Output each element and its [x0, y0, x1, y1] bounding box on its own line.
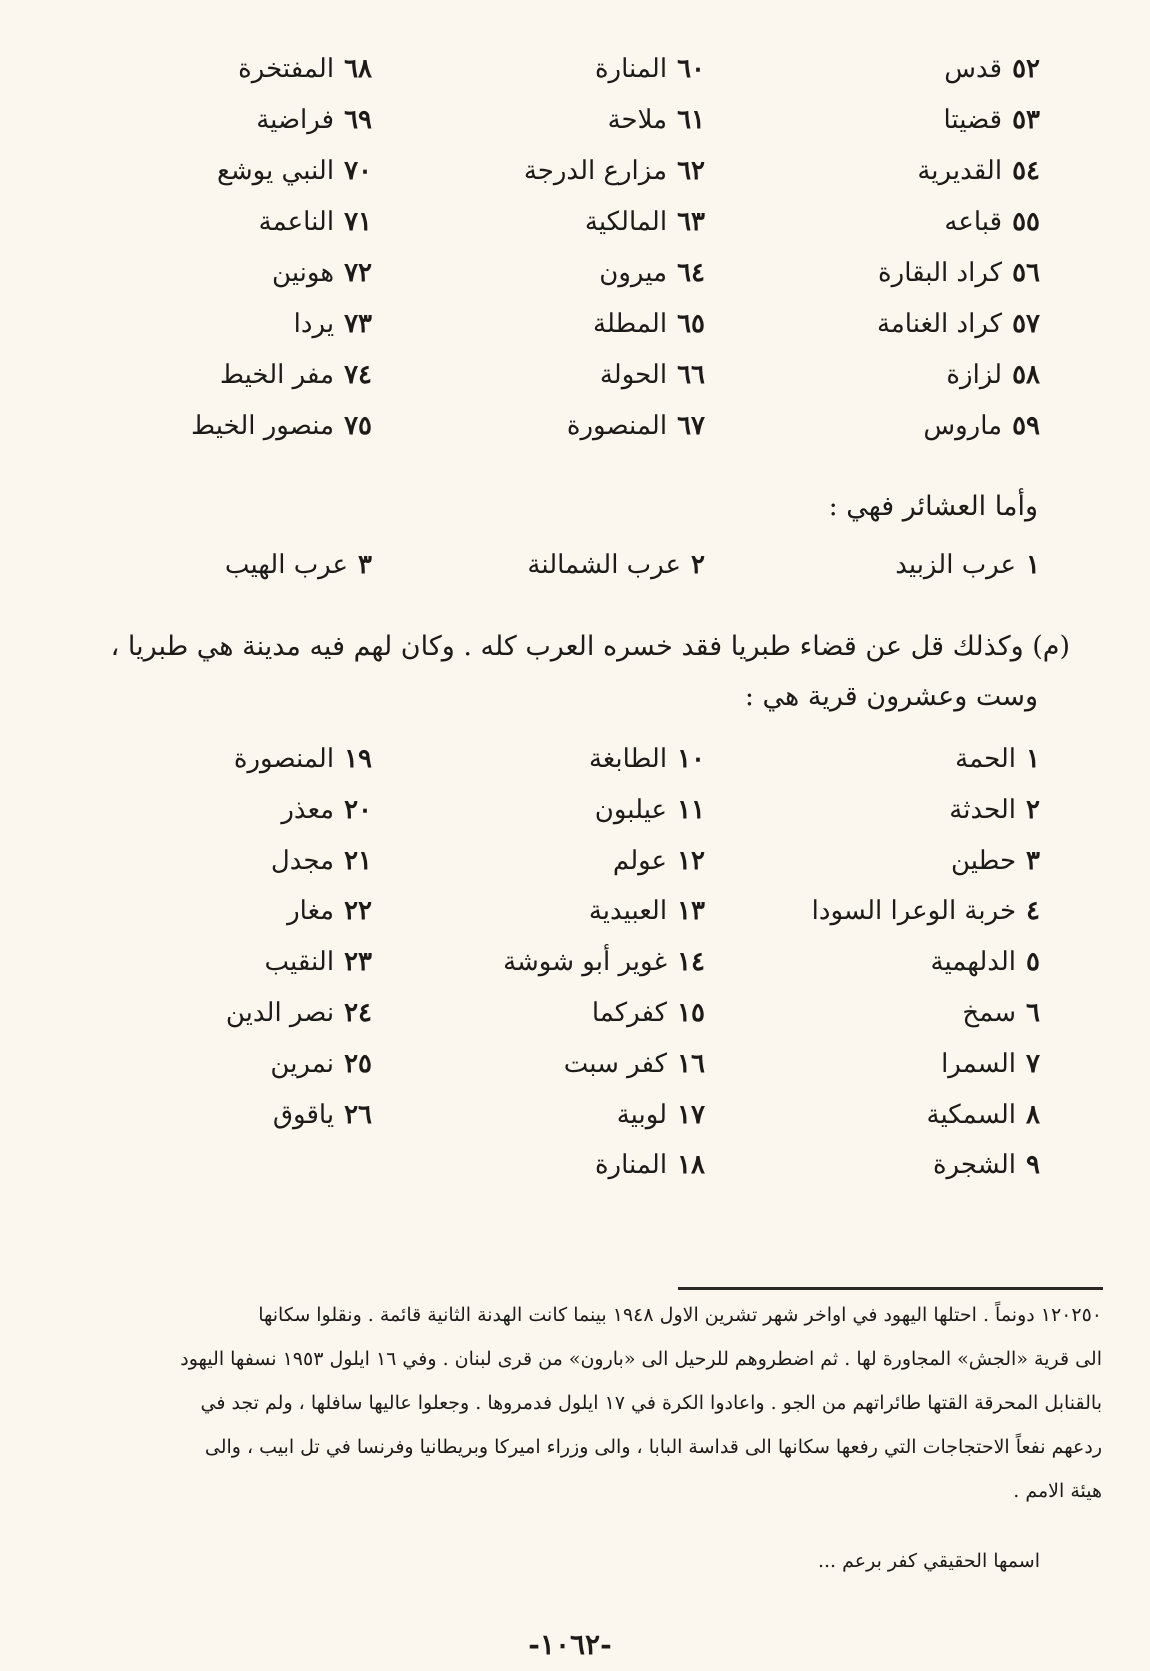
item-number: ٦٤ [677, 258, 705, 288]
list-item [256, 103, 372, 137]
item-name: كفركما [591, 998, 668, 1028]
list-item [917, 154, 1040, 188]
list1-col-right [780, 52, 1040, 472]
item-number: ٢٢ [344, 896, 372, 927]
item-name: النبي يوشع [216, 156, 335, 186]
item-number: ٦٧ [677, 411, 705, 441]
item-name: الحولة [599, 360, 668, 390]
item-name: العبيدية [588, 896, 668, 927]
list2-col-left [72, 742, 372, 1212]
item-name: السمكية [926, 1099, 1017, 1130]
item-number: ٥٦ [1012, 258, 1040, 288]
item-name: المنارة [594, 54, 668, 84]
item-name: الناعمة [258, 207, 335, 237]
item-name: عرب الهيب [224, 550, 349, 580]
tribe-item [527, 548, 705, 582]
list-item [600, 358, 705, 392]
item-name: معذر [281, 794, 335, 825]
item-number: ١٨ [677, 1150, 705, 1181]
footnote-rule [678, 1287, 1103, 1290]
section-m-line2: وست وعشرون قرية هي : [744, 681, 1038, 712]
list-item [585, 205, 705, 239]
section-m-line1: (م) وكذلك قل عن قضاء طبريا فقد خسره العرب كله . وكان لهم فيه مدينة هي طبريا ، [110, 631, 1070, 662]
item-number: ٥ [1026, 947, 1040, 978]
item-name: مفر الخيط [219, 360, 335, 390]
list-item [265, 945, 372, 979]
item-number: ٢ [691, 550, 705, 580]
list-item [877, 307, 1040, 341]
list-item [272, 256, 372, 290]
list-item [608, 103, 705, 137]
list-item [503, 945, 705, 979]
item-number: ٢٠ [344, 794, 372, 825]
item-name: لزازة [946, 360, 1003, 390]
item-name: السمرا [941, 1048, 1017, 1079]
item-name: المنارة [594, 1150, 668, 1181]
footnote-line: ١٢٠٢٥٠ دونماً . احتلها اليهود في اواخر شهر تشرين الاول ١٩٤٨ بينما كانت الهدنة الثانية قائمة . ونقلوا سكانها [258, 1304, 1102, 1326]
list-item [946, 358, 1040, 392]
list-item [923, 409, 1040, 443]
list-item [927, 1098, 1040, 1132]
item-name: عرب الزبيد [895, 550, 1017, 580]
item-name: الشجرة [932, 1150, 1017, 1181]
item-name: مجدل [270, 845, 335, 876]
item-number: ٣ [358, 550, 372, 580]
item-name: مزارع الدرجة [523, 156, 668, 186]
item-number: ١ [1026, 744, 1040, 774]
list-item [962, 996, 1040, 1030]
tribe-item [895, 548, 1040, 582]
item-name: عرب الشمالنة [527, 550, 682, 580]
item-name: عيلبون [594, 794, 668, 825]
item-number: ١٦ [677, 1048, 705, 1079]
item-name: الحدثة [949, 794, 1017, 825]
item-number: ٥٧ [1012, 309, 1040, 339]
item-name: المالكية [584, 207, 668, 237]
item-name: القديرية [917, 156, 1003, 186]
item-number: ٣ [1026, 845, 1040, 876]
item-name: قباعه [944, 207, 1003, 237]
footnote-line: الى قرية «الجش» المجاورة لها . ثم اضطروهم للرحيل الى «بارون» من قرى لبنان . وفي ١٦ ايلول ١٩٥٣ نسفها اليهود [180, 1348, 1102, 1370]
list-item [592, 996, 705, 1030]
item-name: نصر الدين [225, 998, 335, 1028]
list-item [234, 742, 372, 776]
item-number: ٦٨ [344, 54, 372, 84]
item-number: ١٥ [677, 998, 705, 1028]
item-number: ٥٢ [1012, 54, 1040, 84]
list-item [524, 154, 705, 188]
item-number: ١٩ [344, 744, 372, 774]
item-number: ٧٤ [344, 360, 372, 390]
item-number: ٦١ [677, 105, 705, 135]
list-item [273, 1098, 372, 1132]
item-number: ٦ [1026, 998, 1040, 1028]
item-name: نمرين [270, 1048, 335, 1079]
item-number: ٧١ [344, 207, 372, 237]
item-number: ٢٤ [344, 998, 372, 1028]
item-name: قضيتا [943, 105, 1003, 135]
list-item [226, 996, 372, 1030]
item-number: ٧٢ [344, 258, 372, 288]
item-number: ٢٥ [344, 1048, 372, 1079]
item-name: المنصورة [566, 411, 668, 441]
item-name: لوبية [616, 1099, 668, 1130]
list-item [589, 894, 705, 928]
item-name: النقيب [264, 947, 335, 978]
item-name: فراضية [256, 105, 335, 135]
list-item [931, 945, 1040, 979]
item-number: ٧٥ [344, 411, 372, 441]
item-name: ياقوق [272, 1099, 335, 1130]
item-number: ٢ [1026, 794, 1040, 825]
list-item [933, 1148, 1040, 1182]
list-item [878, 256, 1040, 290]
list-item [220, 358, 372, 392]
item-name: ميرون [599, 258, 668, 288]
list-item [294, 307, 372, 341]
item-name: الطابغة [588, 744, 668, 774]
item-name: هونين [272, 258, 335, 288]
item-name: ماروس [923, 411, 1003, 441]
item-number: ٦٦ [677, 360, 705, 390]
item-name: المنصورة [233, 744, 335, 774]
item-name: المطلة [593, 309, 668, 339]
list-item [812, 894, 1040, 928]
tribes-heading: وأما العشائر فهي : [828, 491, 1038, 522]
item-number: ١٤ [677, 947, 705, 978]
list-item [595, 1148, 705, 1182]
item-name: ملاحة [607, 105, 668, 135]
item-number: ١ [1026, 550, 1040, 580]
item-number: ١٧ [677, 1099, 705, 1130]
item-number: ٥٩ [1012, 411, 1040, 441]
list2-col-middle [385, 742, 705, 1212]
list-item [595, 52, 705, 86]
item-name: كراد الغنامة [876, 309, 1003, 339]
list-item [217, 154, 372, 188]
list-item [567, 409, 705, 443]
item-number: ٧٠ [344, 156, 372, 186]
list-item [191, 409, 372, 443]
list-item [259, 205, 372, 239]
list-item [944, 52, 1040, 86]
list-item [589, 742, 705, 776]
footnote-note2: اسمها الحقيقي كفر برعم ... [817, 1550, 1040, 1572]
list-item [287, 894, 372, 928]
item-number: ٦٢ [677, 156, 705, 186]
item-name: كراد البقارة [878, 258, 1003, 288]
list-item [271, 844, 372, 878]
item-number: ٥٤ [1012, 156, 1040, 186]
list-item [593, 307, 705, 341]
list-item [617, 1098, 705, 1132]
footnote-line: بالقنابل المحرقة القتها طائراتهم من الجو . واعادوا الكرة في ١٧ ايلول فدمروها . وجعلوا عاليها سافلها ، ولم تجد في [200, 1392, 1102, 1414]
item-name: قدس [944, 54, 1003, 84]
item-number: ٩ [1026, 1150, 1040, 1181]
item-name: عولم [612, 845, 668, 876]
item-number: ٥٥ [1012, 207, 1040, 237]
item-number: ٢٣ [344, 947, 372, 978]
list-item [949, 793, 1040, 827]
item-number: ٥٣ [1012, 105, 1040, 135]
item-name: يردا [293, 309, 335, 339]
item-name: خربة الوعرا السودا [811, 896, 1017, 927]
item-number: ٥٨ [1012, 360, 1040, 390]
item-name: كفر سبت [563, 1048, 668, 1079]
item-name: المفتخرة [238, 54, 335, 84]
item-number: ٢١ [344, 845, 372, 876]
item-number: ٦٩ [344, 105, 372, 135]
item-name: غوير أبو شوشة [503, 947, 668, 978]
list-item [955, 742, 1040, 776]
footnote-line: ردعهم نفعاً الاحتجاجات التي رفعها سكانها الى قداسة البابا ، والى وزراء اميركا وبريطانيا وفرنسا في تل ابيب ، والى [204, 1436, 1102, 1458]
tribe-item [225, 548, 372, 582]
item-name: الدلهمية [930, 947, 1017, 978]
item-number: ٢٦ [344, 1099, 372, 1130]
item-number: ٦٠ [677, 54, 705, 84]
page-number: -١٠٦٢- [528, 1628, 612, 1661]
item-number: ٦٣ [677, 207, 705, 237]
item-number: ٤ [1026, 896, 1040, 927]
list-item [941, 1047, 1040, 1081]
item-number: ٧٣ [344, 309, 372, 339]
item-name: الحمة [955, 744, 1017, 774]
list1-col-middle [405, 52, 705, 472]
item-number: ٧ [1026, 1048, 1040, 1079]
item-name: سمخ [962, 998, 1017, 1028]
list-item [944, 205, 1040, 239]
list-item [270, 1047, 372, 1081]
list-item [281, 793, 372, 827]
item-number: ١٣ [677, 896, 705, 927]
list2-col-right [740, 742, 1040, 1212]
list-item [238, 52, 372, 86]
list-item [951, 844, 1040, 878]
item-number: ١١ [677, 794, 705, 825]
list1-col-left [72, 52, 372, 472]
list-item [595, 793, 705, 827]
item-name: حطين [950, 845, 1017, 876]
item-name: منصور الخيط [191, 411, 335, 441]
list-item [613, 844, 705, 878]
list-item [943, 103, 1040, 137]
item-name: مغار [287, 896, 335, 927]
item-number: ١٢ [677, 845, 705, 876]
item-number: ٦٥ [677, 309, 705, 339]
tribes-list [110, 548, 1040, 588]
item-number: ١٠ [677, 744, 705, 774]
footnote-line: هيئة الامم . [1013, 1480, 1102, 1502]
list-item [599, 256, 705, 290]
list-item [564, 1047, 705, 1081]
item-number: ٨ [1026, 1099, 1040, 1130]
